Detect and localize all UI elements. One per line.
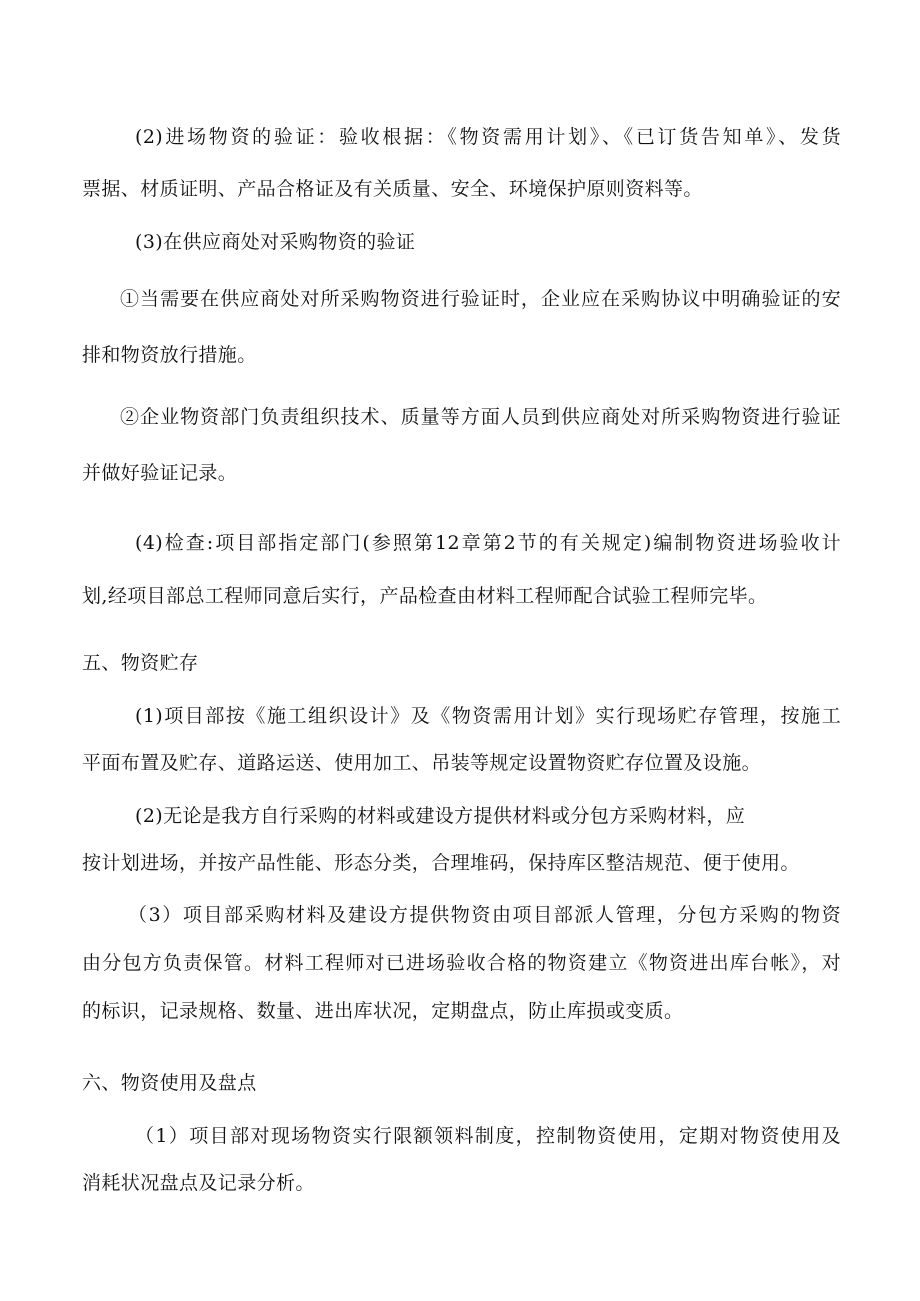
storage-2-line-1: (2)无论是我方自行采购的材料或建设方提供材料或分包方采购材料，应 bbox=[135, 805, 746, 827]
item-1-line-2: 排和物资放行措施。 bbox=[82, 344, 257, 366]
usage-1-line-1: （1）项目部对现场物资实行限额领料制度，控制物资使用，定期对物资使用及 bbox=[135, 1125, 841, 1147]
storage-3-line-2: 由分包方负责保管。材料工程师对已进场验收合格的物资建立《物资进出库台帐》，对 bbox=[82, 952, 841, 974]
section-5-heading: 五、物资贮存 bbox=[82, 652, 199, 674]
item-2-line-1: ②企业物资部门负责组织技术、质量等方面人员到供应商处对所采购物资进行验证 bbox=[120, 406, 841, 428]
paragraph-2-line-1: (2)进场物资的验证：验收根据：《物资需用计划》、《已订货告知单》、发货 bbox=[135, 126, 841, 148]
paragraph-4-line-1: (4)检查:项目部指定部门(参照第12章第2节的有关规定)编制物资进场验收计 bbox=[135, 532, 841, 554]
item-1-line-1: ①当需要在供应商处对所采购物资进行验证时，企业应在采购协议中明确验证的安 bbox=[120, 288, 841, 310]
storage-1-line-1: (1)项目部按《施工组织设计》及《物资需用计划》实行现场贮存管理，按施工 bbox=[135, 705, 841, 727]
usage-1-line-2: 消耗状况盘点及记录分析。 bbox=[82, 1172, 315, 1194]
section-6-heading: 六、物资使用及盘点 bbox=[82, 1072, 257, 1094]
storage-2-line-2: 按计划进场，并按产品性能、形态分类，合理堆码，保持库区整洁规范、便于使用。 bbox=[82, 852, 800, 874]
paragraph-3-heading: (3)在供应商处对采购物资的验证 bbox=[135, 231, 416, 253]
paragraph-2-line-2: 票据、材质证明、产品合格证及有关质量、安全、环境保护原则资料等。 bbox=[82, 178, 703, 200]
storage-1-line-2: 平面布置及贮存、道路运送、使用加工、吊装等规定设置物资贮存位置及设施。 bbox=[82, 752, 762, 774]
paragraph-4-line-2: 划,经项目部总工程师同意后实行，产品检查由材料工程师配合试验工程师完毕。 bbox=[82, 585, 768, 607]
item-2-line-2: 并做好验证记录。 bbox=[82, 462, 238, 484]
storage-3-line-3: 的标识，记录规格、数量、进出库状况，定期盘点，防止库损或变质。 bbox=[82, 1000, 684, 1022]
storage-3-line-1: （3）项目部采购材料及建设方提供物资由项目部派人管理，分包方采购的物资 bbox=[128, 904, 841, 926]
